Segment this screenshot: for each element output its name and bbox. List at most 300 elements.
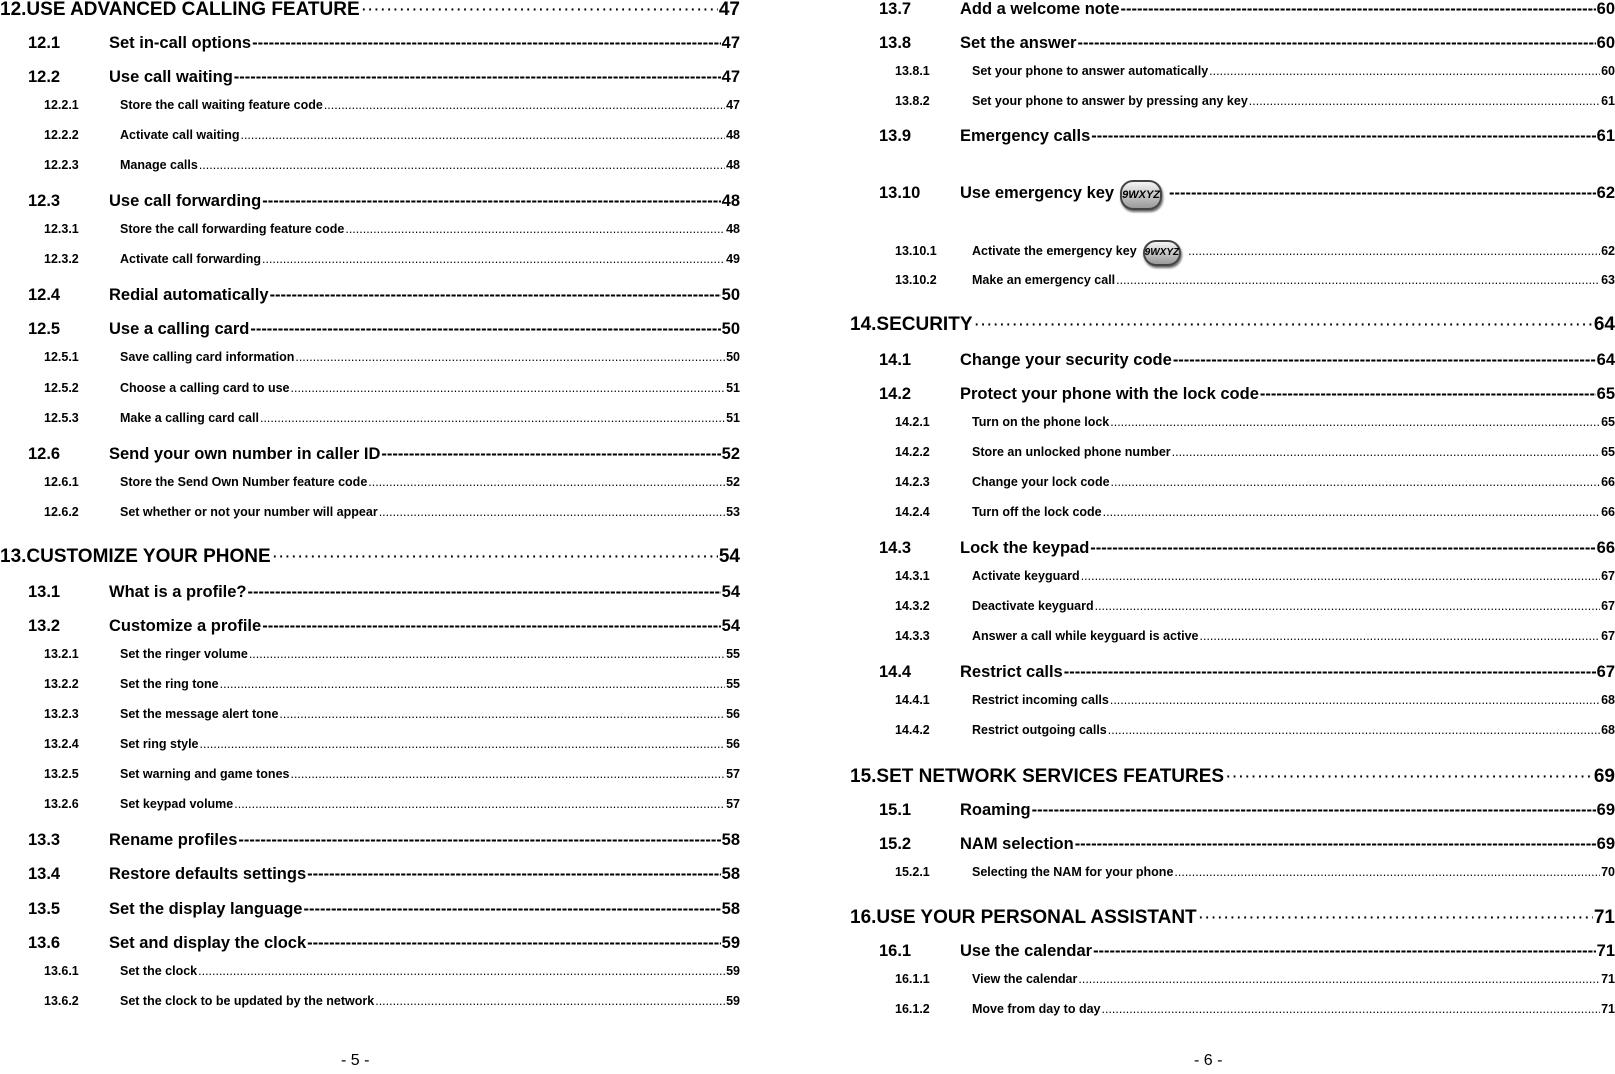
toc-entry-number: 14.2.3 xyxy=(895,475,930,489)
toc-entry-title: Change your lock code xyxy=(972,475,1110,489)
toc-leader xyxy=(1174,865,1600,879)
toc-entry-title: Set the clock xyxy=(120,964,198,978)
toc-entry[interactable] xyxy=(850,663,1615,682)
toc-entry-page: 70 xyxy=(1601,865,1615,879)
toc-entry-number: 14.3.2 xyxy=(895,599,930,613)
toc-leader xyxy=(1110,693,1600,707)
toc-entry-number: 16.1.1 xyxy=(895,972,930,986)
toc-entry[interactable] xyxy=(850,1002,1615,1016)
toc-entry[interactable] xyxy=(0,934,740,953)
toc-leader xyxy=(307,934,720,953)
toc-entry-title: Restrict calls xyxy=(960,663,1063,681)
toc-entry[interactable] xyxy=(0,252,740,266)
toc-entry-page: 71 xyxy=(1593,907,1615,928)
toc-entry[interactable] xyxy=(0,994,740,1008)
toc-entry-number: 14.2.4 xyxy=(895,505,930,519)
toc-entry-page: 67 xyxy=(1596,663,1615,681)
toc-entry[interactable] xyxy=(0,158,740,172)
toc-entry-number: 12.5.2 xyxy=(44,381,79,395)
toc-entry-page: 49 xyxy=(726,252,740,266)
toc-entry[interactable] xyxy=(850,539,1615,558)
toc-entry-title: What is a profile? xyxy=(109,583,247,601)
toc-entry-number: 12.5.3 xyxy=(44,411,79,425)
nine-key-icon: 9WXYZ xyxy=(1120,180,1162,210)
toc-entry[interactable] xyxy=(850,693,1615,707)
toc-entry-page: 62 xyxy=(1596,184,1615,202)
toc-entry-title: SET NETWORK SERVICES FEATURES xyxy=(876,766,1225,787)
toc-entry-title: Lock the keypad xyxy=(960,539,1090,557)
toc-entry-page: 47 xyxy=(721,34,740,52)
toc-leader xyxy=(303,900,720,919)
toc-entry-title: Restrict incoming calls xyxy=(972,693,1109,707)
toc-entry-number: 15. xyxy=(850,766,877,787)
toc-entry-page: 67 xyxy=(1601,569,1615,583)
toc-entry-title: Restore defaults settings xyxy=(109,865,307,883)
toc-entry-number: 12.2 xyxy=(28,68,61,86)
toc-entry-page: 71 xyxy=(1601,1002,1615,1016)
toc-entry-title: Customize a profile xyxy=(109,617,262,635)
toc-entry-number: 15.1 xyxy=(879,801,912,819)
toc-entry-page: 64 xyxy=(1593,314,1615,335)
toc-entry-number: 12.2.3 xyxy=(44,158,79,172)
toc-entry[interactable] xyxy=(0,964,740,978)
toc-entry-page: 55 xyxy=(726,647,740,661)
toc-entry[interactable] xyxy=(0,797,740,811)
toc-entry-number: 13.10.1 xyxy=(895,244,937,258)
toc-leader xyxy=(381,445,720,464)
toc-entry-title: Activate the emergency key xyxy=(972,244,1137,258)
toc-entry-page: 54 xyxy=(718,546,740,567)
toc-entry-number: 13.2 xyxy=(28,617,61,635)
page-number-left: - 5 - xyxy=(341,1052,370,1069)
toc-entry-page: 54 xyxy=(721,583,740,601)
toc-leader xyxy=(1173,351,1596,370)
toc-entry-page: 60 xyxy=(1601,64,1615,78)
toc-entry-title: SECURITY xyxy=(876,314,973,335)
toc-entry[interactable] xyxy=(0,128,740,142)
toc-leader xyxy=(262,192,720,211)
toc-entry-number: 14. xyxy=(850,314,877,335)
toc-entry[interactable] xyxy=(850,240,1615,266)
toc-entry-title: Activate call waiting xyxy=(120,128,240,142)
toc-entry[interactable] xyxy=(850,415,1615,429)
toc-entry-number: 13.2.5 xyxy=(44,767,79,781)
toc-entry[interactable] xyxy=(850,599,1615,613)
toc-leader xyxy=(198,964,725,978)
toc-entry-page: 69 xyxy=(1593,766,1615,787)
toc-leader xyxy=(291,381,726,395)
toc-entry-number: 12.5.1 xyxy=(44,350,79,364)
toc-entry-page: 65 xyxy=(1601,445,1615,459)
toc-entry-page: 61 xyxy=(1596,127,1615,145)
toc-entry[interactable] xyxy=(0,320,740,339)
toc-leader xyxy=(324,98,725,112)
toc-entry[interactable] xyxy=(850,445,1615,459)
toc-entry[interactable] xyxy=(0,286,740,305)
toc-entry[interactable] xyxy=(0,737,740,751)
toc-entry[interactable] xyxy=(850,475,1615,489)
toc-entry-page: 50 xyxy=(721,320,740,338)
toc-entry-title: Store the call forwarding feature code xyxy=(120,222,345,236)
toc-leader xyxy=(361,0,718,21)
toc-entry-number: 13.10 xyxy=(879,184,921,202)
toc-leader xyxy=(1093,942,1596,961)
toc-entry-number: 13.2.2 xyxy=(44,677,79,691)
toc-entry-title: Send your own number in caller ID xyxy=(109,445,381,463)
toc-leader xyxy=(1095,599,1601,613)
toc-entry-title: Set the answer xyxy=(960,34,1077,52)
toc-entry-title: Choose a calling card to use xyxy=(120,381,290,395)
toc-entry-page: 53 xyxy=(726,505,740,519)
toc-leader xyxy=(290,767,725,781)
toc-entry-number: 12.3 xyxy=(28,192,61,210)
toc-entry-title: Redial automatically xyxy=(109,286,269,304)
toc-entry-number: 12.3.1 xyxy=(44,222,79,236)
toc-entry-number: 13. xyxy=(0,546,27,567)
toc-entry-title: NAM selection xyxy=(960,835,1074,853)
toc-entry[interactable] xyxy=(0,865,740,884)
toc-entry-title: Set the message alert tone xyxy=(120,707,279,721)
toc-entry-title: Deactivate keyguard xyxy=(972,599,1094,613)
toc-entry-title: Turn off the lock code xyxy=(972,505,1102,519)
toc-entry-number: 13.4 xyxy=(28,865,61,883)
toc-entry[interactable] xyxy=(0,68,740,87)
toc-entry-page: 47 xyxy=(726,98,740,112)
toc-leader xyxy=(1090,539,1595,558)
toc-entry-number: 12.2.1 xyxy=(44,98,79,112)
toc-entry-number: 14.4.1 xyxy=(895,693,930,707)
toc-leader xyxy=(1225,766,1593,788)
toc-entry-number: 13.5 xyxy=(28,900,61,918)
toc-leader xyxy=(1198,907,1593,929)
toc-entry-page: 66 xyxy=(1601,475,1615,489)
toc-entry-title: Roaming xyxy=(960,801,1031,819)
toc-leader xyxy=(1032,801,1596,820)
toc-entry-title: Store the call waiting feature code xyxy=(120,98,323,112)
toc-entry-number: 14.1 xyxy=(879,351,912,369)
toc-entry-number: 13.9 xyxy=(879,127,912,145)
toc-entry[interactable] xyxy=(0,677,740,691)
toc-leader xyxy=(1116,273,1600,287)
toc-leader xyxy=(974,314,1593,336)
toc-entry[interactable] xyxy=(850,801,1615,820)
toc-entry-title: Add a welcome note xyxy=(960,0,1120,18)
toc-entry-title: Set and display the clock xyxy=(109,934,307,952)
toc-entry-title: Save calling card information xyxy=(120,350,295,364)
nine-key-icon: 9WXYZ xyxy=(1143,240,1181,266)
toc-entry-number: 13.8.1 xyxy=(895,64,930,78)
toc-entry[interactable] xyxy=(850,907,1615,929)
toc-entry-page: 60 xyxy=(1596,34,1615,52)
toc-entry-title: Use the calendar xyxy=(960,942,1093,960)
toc-entry-title: Set whether or not your number will appear xyxy=(120,505,378,519)
toc-entry[interactable] xyxy=(0,767,740,781)
toc-entry-title: Store an unlocked phone number xyxy=(972,445,1171,459)
toc-entry-page: 58 xyxy=(721,831,740,849)
toc-entry-number: 16. xyxy=(850,907,877,928)
toc-leader xyxy=(1077,34,1595,53)
toc-entry-title: Use call forwarding xyxy=(109,192,262,210)
toc-entry-title: Store the Send Own Number feature code xyxy=(120,475,368,489)
toc-leader xyxy=(200,737,726,751)
toc-entry-page: 67 xyxy=(1601,629,1615,643)
toc-entry-number: 13.2.3 xyxy=(44,707,79,721)
toc-leader xyxy=(238,831,720,850)
toc-entry-page: 69 xyxy=(1596,801,1615,819)
toc-entry-number: 14.3.3 xyxy=(895,629,930,643)
toc-entry[interactable] xyxy=(0,192,740,211)
toc-entry-title: View the calendar xyxy=(972,972,1078,986)
toc-entry[interactable] xyxy=(0,707,740,721)
toc-entry-page: 51 xyxy=(726,411,740,425)
toc-entry-page: 48 xyxy=(721,192,740,210)
toc-entry-page: 58 xyxy=(721,865,740,883)
toc-entry-title: Emergency calls xyxy=(960,127,1091,145)
toc-entry-page: 65 xyxy=(1601,415,1615,429)
toc-entry-number: 12.2.2 xyxy=(44,128,79,142)
toc-leader xyxy=(1091,127,1595,146)
toc-entry-title: Protect your phone with the lock code xyxy=(960,385,1259,403)
toc-entry[interactable] xyxy=(850,629,1615,643)
toc-entry-page: 56 xyxy=(726,707,740,721)
toc-entry[interactable] xyxy=(850,34,1615,53)
toc-entry-page: 50 xyxy=(726,350,740,364)
toc-entry[interactable] xyxy=(0,34,740,53)
toc-entry[interactable] xyxy=(0,0,740,21)
toc-leader xyxy=(248,583,721,602)
toc-entry-number: 13.1 xyxy=(28,583,61,601)
toc-leader xyxy=(375,994,725,1008)
toc-entry-page: 52 xyxy=(726,475,740,489)
toc-entry-title: Use emergency key xyxy=(960,184,1115,202)
toc-entry-page: 64 xyxy=(1596,351,1615,369)
toc-entry-title: Set keypad volume xyxy=(120,797,234,811)
toc-entry-title: Rename profiles xyxy=(109,831,238,849)
toc-entry-number: 12.3.2 xyxy=(44,252,79,266)
toc-leader xyxy=(345,222,725,236)
toc-entry-number: 12.6.1 xyxy=(44,475,79,489)
toc-entry-page: 58 xyxy=(721,900,740,918)
toc-entry[interactable] xyxy=(850,505,1615,519)
toc-entry[interactable] xyxy=(850,127,1615,146)
toc-entry-title: Make an emergency call xyxy=(972,273,1116,287)
toc-entry[interactable] xyxy=(850,723,1615,737)
toc-entry-page: 48 xyxy=(726,128,740,142)
toc-leader xyxy=(1108,723,1600,737)
toc-entry-page: 61 xyxy=(1601,94,1615,108)
toc-entry-page: 71 xyxy=(1601,972,1615,986)
toc-leader xyxy=(1078,972,1600,986)
toc-entry[interactable] xyxy=(850,64,1615,78)
toc-leader xyxy=(220,677,725,691)
toc-entry-title: USE ADVANCED CALLING FEATURE xyxy=(26,0,360,20)
toc-leader xyxy=(1209,64,1600,78)
toc-entry-title: Set the ring tone xyxy=(120,677,219,691)
toc-entry[interactable] xyxy=(0,831,740,850)
toc-leader xyxy=(199,158,725,172)
toc-entry-title: Selecting the NAM for your phone xyxy=(972,865,1174,879)
toc-entry-number: 16.1.2 xyxy=(895,1002,930,1016)
toc-entry-page: 47 xyxy=(718,0,740,20)
toc-leader xyxy=(250,320,720,339)
toc-leader xyxy=(1081,569,1600,583)
toc-entry-number: 14.2.2 xyxy=(895,445,930,459)
toc-entry-title: Make a calling card call xyxy=(120,411,259,425)
toc-entry-number: 15.2 xyxy=(879,835,912,853)
toc-entry[interactable] xyxy=(850,942,1615,961)
toc-leader xyxy=(270,286,721,305)
toc-entry[interactable] xyxy=(850,351,1615,370)
toc-leader xyxy=(1260,385,1596,404)
toc-leader xyxy=(1102,1002,1601,1016)
toc-entry-page: 59 xyxy=(726,994,740,1008)
toc-entry-number: 13.7 xyxy=(879,0,912,18)
toc-leader xyxy=(272,546,718,568)
toc-leader xyxy=(1103,505,1600,519)
toc-leader xyxy=(234,797,725,811)
toc-entry-title: CUSTOMIZE YOUR PHONE xyxy=(26,546,271,567)
toc-entry[interactable] xyxy=(0,411,740,425)
toc-entry-title: Restrict outgoing calls xyxy=(972,723,1107,737)
toc-entry-number: 14.3.1 xyxy=(895,569,930,583)
toc-entry-page: 55 xyxy=(726,677,740,691)
toc-entry[interactable] xyxy=(850,972,1615,986)
toc-leader xyxy=(234,68,721,87)
toc-entry-number: 12.6 xyxy=(28,445,61,463)
toc-entry-number: 14.2.1 xyxy=(895,415,930,429)
toc-entry-page: 48 xyxy=(726,222,740,236)
toc-entry[interactable] xyxy=(850,94,1615,108)
toc-entry-number: 13.6 xyxy=(28,934,61,952)
toc-leader xyxy=(260,411,725,425)
toc-entry-title: Set in-call options xyxy=(109,34,252,52)
toc-leader xyxy=(1200,629,1601,643)
toc-leader xyxy=(240,128,725,142)
toc-entry-number: 13.8.2 xyxy=(895,94,930,108)
toc-entry-number: 15.2.1 xyxy=(895,865,930,879)
toc-entry-number: 12. xyxy=(0,0,27,20)
toc-entry-title: Move from day to day xyxy=(972,1002,1101,1016)
toc-entry-title: USE YOUR PERSONAL ASSISTANT xyxy=(876,907,1197,928)
toc-entry-number: 12.5 xyxy=(28,320,61,338)
toc-leader xyxy=(379,505,725,519)
toc-entry-page: 52 xyxy=(721,445,740,463)
toc-entry[interactable] xyxy=(0,98,740,112)
toc-entry[interactable] xyxy=(850,180,1615,210)
toc-entry-title: Set your phone to answer automatically xyxy=(972,64,1209,78)
toc-leader xyxy=(1075,835,1596,854)
toc-entry-page: 66 xyxy=(1596,539,1615,557)
toc-entry[interactable] xyxy=(0,505,740,519)
toc-entry-number: 14.4 xyxy=(879,663,912,681)
toc-leader xyxy=(1188,244,1600,258)
toc-entry[interactable] xyxy=(850,865,1615,879)
toc-entry-title: Set the clock to be updated by the network xyxy=(120,994,375,1008)
toc-entry-number: 13.10.2 xyxy=(895,273,937,287)
toc-leader xyxy=(249,647,725,661)
toc-leader xyxy=(1121,0,1596,19)
toc-entry-page: 54 xyxy=(721,617,740,635)
toc-leader xyxy=(1172,445,1600,459)
toc-entry[interactable] xyxy=(0,350,740,364)
toc-entry[interactable] xyxy=(0,546,740,568)
toc-entry-title: Activate call forwarding xyxy=(120,252,262,266)
toc-entry-number: 13.6.1 xyxy=(44,964,79,978)
toc-entry-number: 16.1 xyxy=(879,942,912,960)
toc-entry[interactable] xyxy=(850,314,1615,336)
toc-entry-number: 13.3 xyxy=(28,831,61,849)
toc-entry-title: Set the ringer volume xyxy=(120,647,248,661)
toc-entry[interactable] xyxy=(0,475,740,489)
toc-entry-page: 57 xyxy=(726,797,740,811)
toc-entry[interactable] xyxy=(850,0,1615,19)
toc-entry-number: 13.2.4 xyxy=(44,737,79,751)
toc-leader xyxy=(262,252,725,266)
toc-entry-number: 14.2 xyxy=(879,385,912,403)
toc-entry-page: 50 xyxy=(721,286,740,304)
toc-entry[interactable] xyxy=(0,445,740,464)
toc-entry-page: 51 xyxy=(726,381,740,395)
toc-leader xyxy=(295,350,725,364)
toc-entry-title: Activate keyguard xyxy=(972,569,1080,583)
toc-entry-number: 13.8 xyxy=(879,34,912,52)
toc-entry-number: 14.4.2 xyxy=(895,723,930,737)
toc-entry-page: 71 xyxy=(1596,942,1615,960)
toc-entry-title: Set the display language xyxy=(109,900,303,918)
toc-entry[interactable] xyxy=(0,222,740,236)
toc-entry[interactable] xyxy=(850,273,1615,287)
toc-leader xyxy=(252,34,721,53)
toc-entry[interactable] xyxy=(850,835,1615,854)
toc-entry-page: 63 xyxy=(1601,273,1615,287)
toc-leader xyxy=(1249,94,1600,108)
toc-entry-page: 56 xyxy=(726,737,740,751)
toc-entry-title: Use call waiting xyxy=(109,68,233,86)
page-number-right: - 6 - xyxy=(1194,1052,1223,1069)
toc-entry[interactable] xyxy=(850,766,1615,788)
toc-entry-page: 60 xyxy=(1596,0,1615,18)
toc-entry-page: 68 xyxy=(1601,723,1615,737)
toc-entry-page: 57 xyxy=(726,767,740,781)
toc-entry-title: Set ring style xyxy=(120,737,199,751)
toc-leader xyxy=(307,865,721,884)
toc-entry-title: Set warning and game tones xyxy=(120,767,290,781)
toc-entry-number: 13.6.2 xyxy=(44,994,79,1008)
toc-entry-page: 68 xyxy=(1601,693,1615,707)
toc-page-right xyxy=(850,0,1615,1074)
toc-entry-title: Answer a call while keyguard is active xyxy=(972,629,1199,643)
toc-leader xyxy=(279,707,725,721)
toc-entry-page: 47 xyxy=(721,68,740,86)
toc-entry[interactable] xyxy=(850,385,1615,404)
toc-entry-page: 59 xyxy=(721,934,740,952)
toc-entry[interactable] xyxy=(0,583,740,602)
toc-entry[interactable] xyxy=(0,381,740,395)
toc-entry[interactable] xyxy=(0,647,740,661)
toc-entry-page: 66 xyxy=(1601,505,1615,519)
toc-page-left xyxy=(0,0,740,1074)
toc-leader xyxy=(1169,184,1596,203)
toc-entry-number: 12.1 xyxy=(28,34,61,52)
toc-leader xyxy=(262,617,720,636)
toc-entry[interactable] xyxy=(0,900,740,919)
toc-entry-page: 67 xyxy=(1601,599,1615,613)
toc-entry[interactable] xyxy=(0,617,740,636)
toc-leader xyxy=(1110,415,1600,429)
toc-entry-page: 59 xyxy=(726,964,740,978)
toc-entry-title: Manage calls xyxy=(120,158,198,172)
toc-entry[interactable] xyxy=(850,569,1615,583)
